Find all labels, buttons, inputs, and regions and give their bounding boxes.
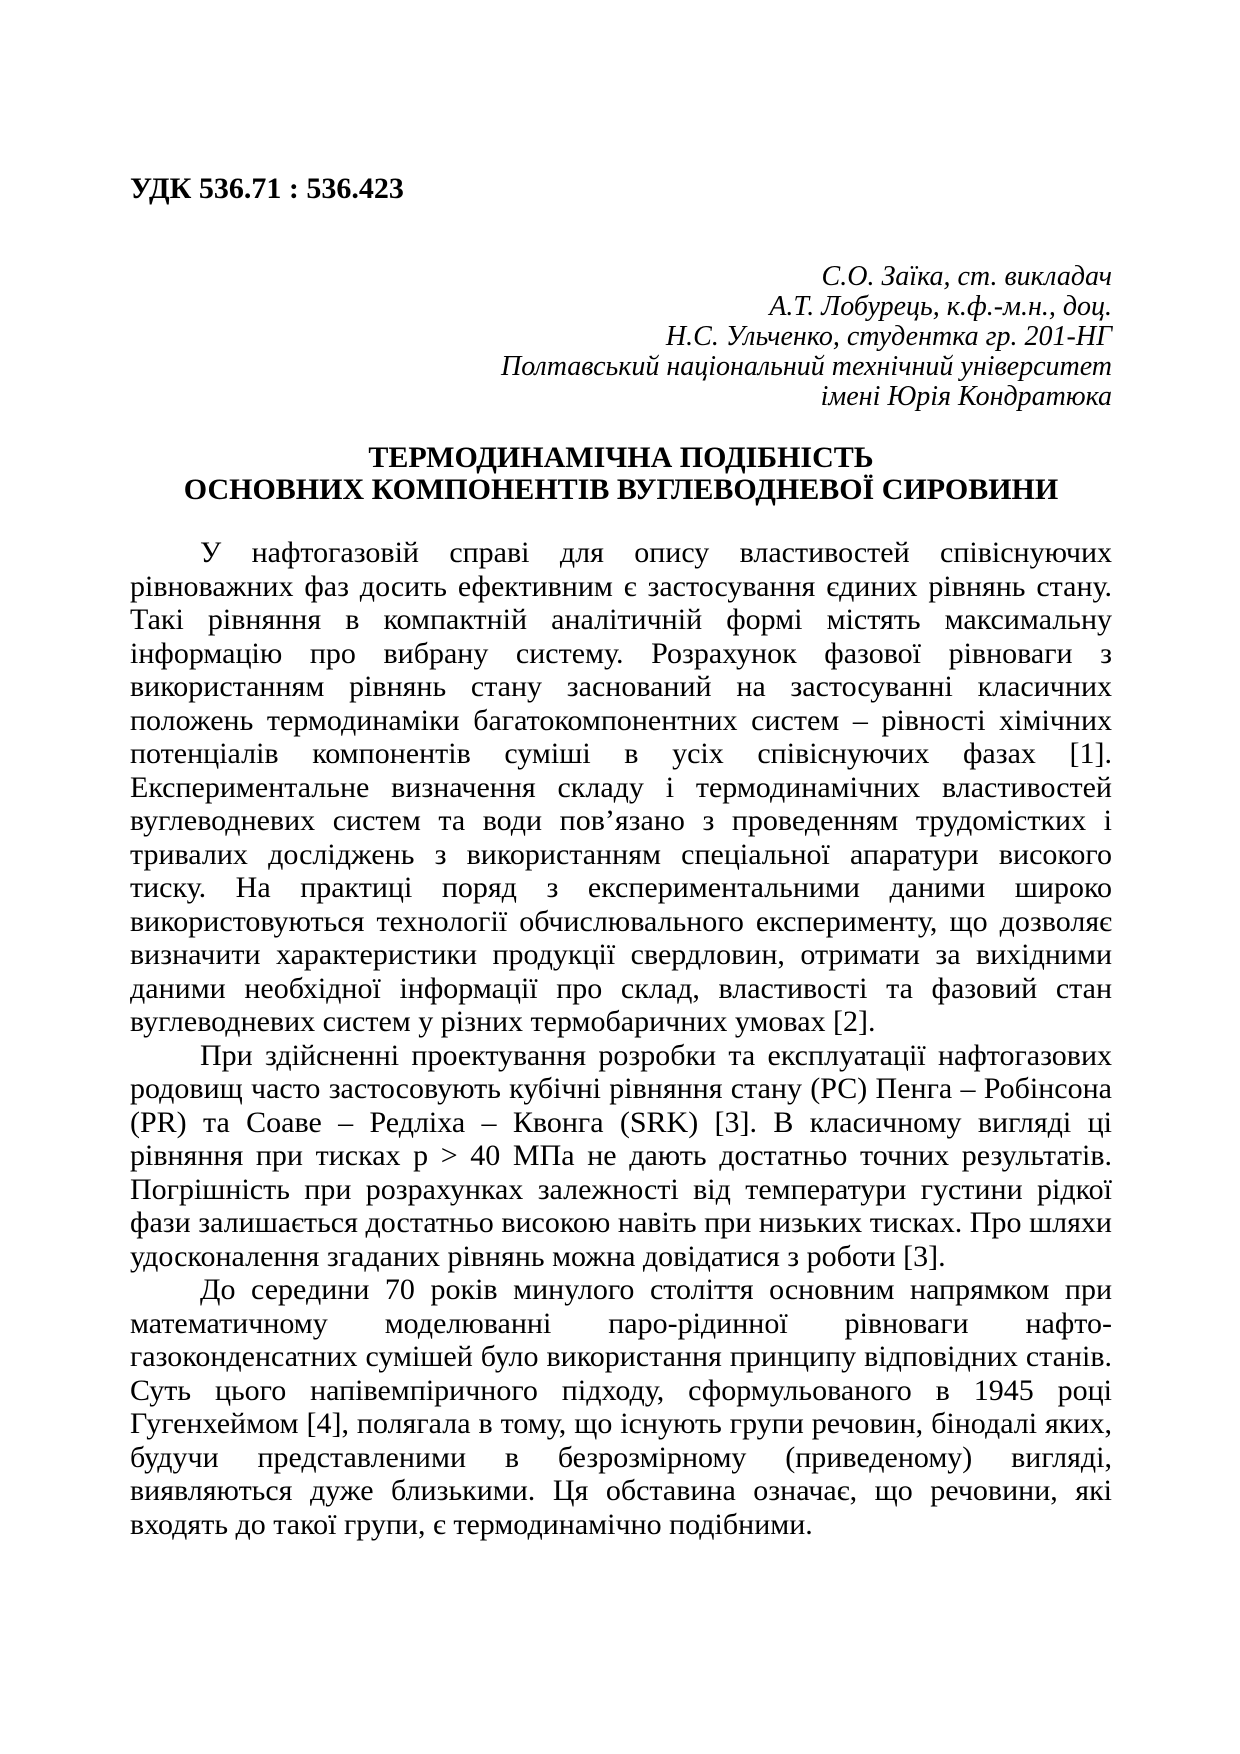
article-title	[130, 442, 1112, 506]
author-line-1: С.О. Заїка, ст. викладач	[821, 261, 1112, 292]
body-paragraph-2: При здійсненні проектування розробки та експлуатації нафтогазових родовищ часто застосовують кубічні рівняння стану (РС) Пенга – Робінсона (PR) та Соаве – Редліха – Квонга (SRK) [3]. В класичному вигляді ці рівняння при тисках р > 40 МПа не дають достатньо точних результатів. Погрішність при розрахунках залежності від температури густини рідкої фази залишається достатньо високою навіть при низьких тисках. Про шляхи удосконалення згаданих рівнянь можна довідатися з роботи [3].	[130, 1038, 1112, 1273]
affiliation-line-2: імені Юрія Кондратюка	[820, 381, 1112, 412]
body-paragraph-1: У нафтогазовій справі для опису властивостей співіснуючих рівноважних фаз досить ефективним є застосування єдиних рівнянь стану. Такі рівняння в компактній аналітичній формі містять максимальну інформацію про вибрану систему. Розрахунок фазової рівноваги з використанням рівнянь стану заснований на застосуванні класичних положень термодинаміки багатокомпонентних систем – рівності хімічних потенціалів компонентів суміші в усіх співіснуючих фазах [1]. Експериментальне визначення складу і термодинамічних властивостей вуглеводневих систем та води пов’язано з проведенням трудомістких і тривалих досліджень з використанням спеціальної апаратури високого тиску. На практиці поряд з експериментальними даними широко використовуються технології обчислювального експерименту, що дозволяє визначити характеристики продукції свердловин, отримати за вихідними даними необхідної інформації про склад, властивості та фазовий стан вуглеводневих систем у різних термобаричних умовах [2].	[130, 536, 1112, 1038]
page-content	[130, 0, 1112, 1541]
affiliation-line-1: Полтавський національний технічний університет	[501, 351, 1112, 382]
article-body	[130, 536, 1112, 1541]
author-line-2: А.Т. Лобурець, к.ф.-м.н., доц.	[769, 291, 1112, 322]
author-block	[130, 262, 1112, 412]
article-title-line-2: ОСНОВНИХ КОМПОНЕНТІВ ВУГЛЕВОДНЕВОЇ СИРОВИНИ	[183, 473, 1059, 506]
author-line-3: Н.С. Ульченко, студентка гр. 201-НГ	[665, 321, 1112, 352]
article-title-line-1: ТЕРМОДИНАМІЧНА ПОДІБНІСТЬ	[368, 441, 874, 474]
udc-code: УДК 536.71 : 536.423	[130, 172, 404, 205]
body-paragraph-3: До середини 70 років минулого століття основним напрямком при математичному моделюванні паро-рідинної рівноваги нафто-газоконденсатних сумішей було використання принципу відповідних станів. Суть цього напівемпіричного підходу, сформульованого в 1945 році Гугенхеймом [4], полягала в тому, що існують групи речовин, бінодалі яких, будучи представленими в безрозмірному (приведеному) вигляді, виявляються дуже близькими. Ця обставина означає, що речовини, які входять до такої групи, є термодинамічно подібними.	[130, 1273, 1112, 1541]
